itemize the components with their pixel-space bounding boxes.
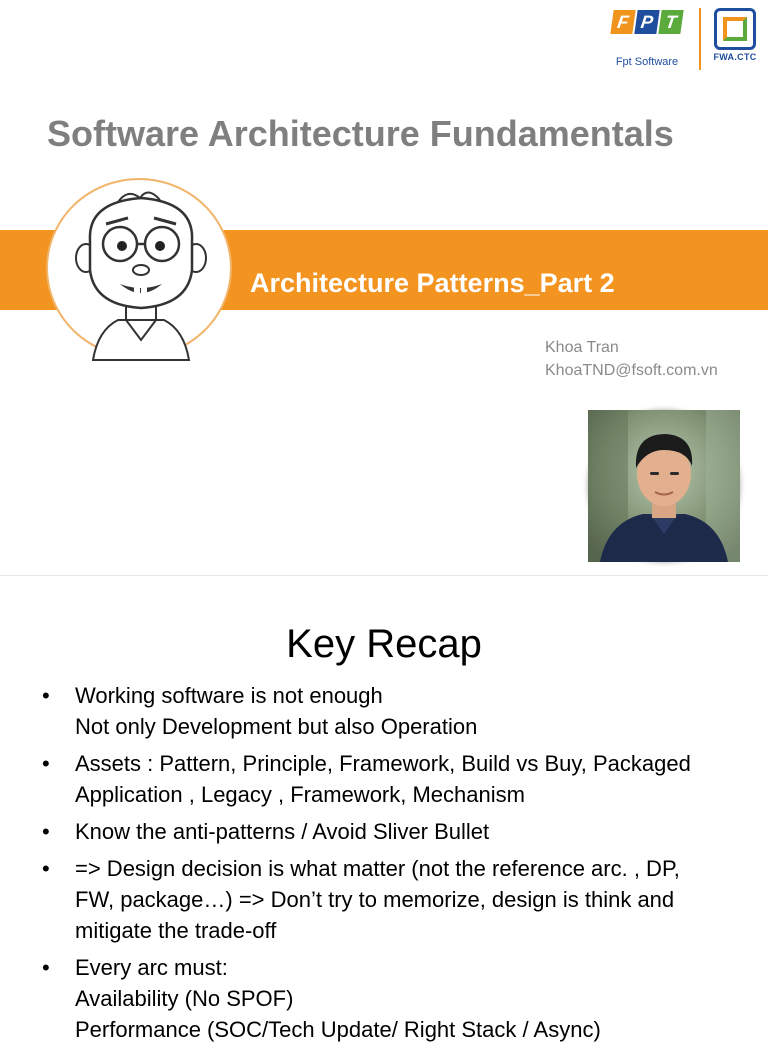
author-email[interactable]: KhoaTND@fsoft.com.vn: [545, 362, 718, 379]
fpt-letter-t: T: [658, 10, 683, 34]
fwa-logo-text: FWA.CTC: [713, 52, 757, 62]
fwa-logo-mark: [714, 8, 756, 50]
presenter-photo: [588, 410, 740, 562]
bullet-line: Application , Legacy , Framework, Mechanism: [75, 782, 525, 807]
bullet-line: mitigate the trade-off: [75, 918, 277, 943]
bullet-line: Not only Development but also Operation: [75, 714, 478, 739]
list-item: [0, 680, 768, 742]
list-item: [0, 748, 768, 810]
bullet-line: Know the anti-patterns / Avoid Sliver Bullet: [75, 819, 490, 844]
bullet-icon: •: [42, 751, 50, 776]
bullet-line: => Design decision is what matter (not the reference arc. , DP,: [75, 856, 680, 881]
list-item: [0, 816, 768, 847]
bullet-icon: •: [42, 856, 50, 881]
fpt-letter-f: F: [610, 10, 635, 34]
bullet-icon: •: [42, 955, 50, 980]
list-item: [0, 952, 768, 1045]
key-recap-slide: [0, 576, 768, 1042]
bullet-line: Availability (No SPOF): [75, 986, 294, 1011]
page-title: Software Architecture Fundamentals: [47, 113, 674, 154]
fwa-ctc-logo: [710, 8, 760, 72]
bullet-list: [0, 680, 768, 1051]
subtitle: Architecture Patterns_Part 2: [250, 268, 615, 298]
author-name: Khoa Tran: [545, 339, 619, 356]
bullet-icon: •: [42, 819, 50, 844]
slide-title: Key Recap: [286, 622, 482, 666]
bullet-line: Assets : Pattern, Principle, Framework, Build vs Buy, Packaged: [75, 751, 691, 776]
fpt-software-logo: [608, 10, 686, 76]
cartoon-face-icon: [48, 180, 234, 360]
logo-separator: [699, 8, 701, 70]
fpt-logo-subtitle: Fpt Software: [615, 56, 679, 68]
bullet-icon: •: [42, 683, 50, 708]
bullet-line: Working software is not enough: [75, 683, 383, 708]
list-item: [0, 853, 768, 946]
fpt-letter-p: P: [634, 10, 659, 34]
cartoon-avatar-icon: [46, 178, 232, 358]
bullet-line: FW, package…) => Don’t try to memorize, design is think and: [75, 887, 675, 912]
bullet-line: Every arc must:: [75, 955, 228, 980]
presenter-photo-illustration: [588, 410, 740, 562]
bullet-line: Performance (SOC/Tech Update/ Right Stack / Async): [75, 1017, 601, 1042]
